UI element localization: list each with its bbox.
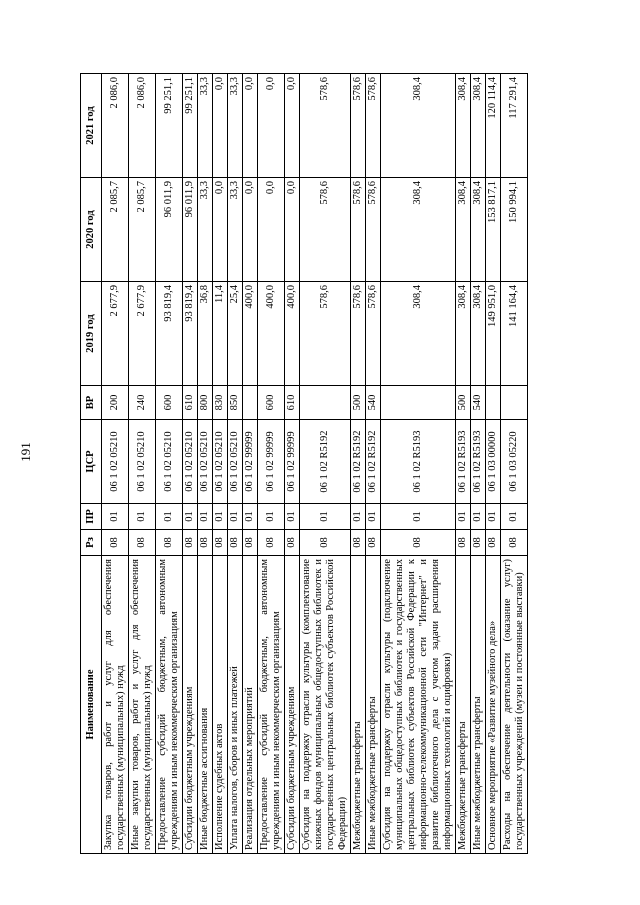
cell-csr: 06 1 03 05220 <box>501 420 528 504</box>
cell-2020: 2 085,7 <box>129 178 156 282</box>
table-row <box>366 74 381 854</box>
cell-rz: 08 <box>366 530 381 556</box>
table-row <box>501 74 528 854</box>
table-row <box>213 74 228 854</box>
cell-name: Основное мероприятие «Развитие музейного дела» <box>486 556 501 854</box>
cell-2020: 150 994,1 <box>501 178 528 282</box>
cell-2021: 308,4 <box>381 74 456 178</box>
header-vr: ВР <box>81 386 102 420</box>
cell-csr: 06 1 02 R5192 <box>351 420 366 504</box>
cell-2020: 153 817,1 <box>486 178 501 282</box>
cell-2021: 2 086,0 <box>129 74 156 178</box>
cell-csr: 06 1 02 05210 <box>198 420 213 504</box>
cell-vr <box>243 386 258 420</box>
cell-pr: 01 <box>258 504 285 530</box>
cell-rz: 08 <box>198 530 213 556</box>
cell-2020: 96 011,9 <box>156 178 183 282</box>
cell-rz: 08 <box>156 530 183 556</box>
cell-2019: 2 677,9 <box>102 282 129 386</box>
cell-name: Субсидия на поддержку отрасли культуры (подключение муниципальных общедоступных библиотек и государственных центральных библиотек субъектов Российской Федерации к информационно-телекоммуникационной сети "Интернет" и развитие библиотечного дела с учетом задачи расширения информационных технологий и оцифровки) <box>381 556 456 854</box>
cell-csr: 06 1 02 05210 <box>129 420 156 504</box>
cell-rz: 08 <box>285 530 300 556</box>
cell-pr: 01 <box>243 504 258 530</box>
cell-2020: 96 011,9 <box>183 178 198 282</box>
page-number: 191 <box>18 442 33 462</box>
cell-pr: 01 <box>381 504 456 530</box>
cell-pr: 01 <box>156 504 183 530</box>
cell-pr: 01 <box>102 504 129 530</box>
header-name: Наименование <box>81 556 102 854</box>
cell-name: Реализация отдельных мероприятий <box>243 556 258 854</box>
cell-2020: 578,6 <box>366 178 381 282</box>
cell-2021: 578,6 <box>351 74 366 178</box>
cell-2021: 0,0 <box>243 74 258 178</box>
cell-pr: 01 <box>351 504 366 530</box>
cell-rz: 08 <box>228 530 243 556</box>
table-row <box>228 74 243 854</box>
cell-2021: 33,3 <box>228 74 243 178</box>
cell-csr: 06 1 02 05210 <box>183 420 198 504</box>
cell-2021: 120 114,4 <box>486 74 501 178</box>
header-rz: Рз <box>81 530 102 556</box>
cell-csr: 06 1 02 05210 <box>156 420 183 504</box>
cell-pr: 01 <box>456 504 471 530</box>
cell-name: Межбюджетные трансферты <box>351 556 366 854</box>
table-row <box>351 74 366 854</box>
cell-2021: 308,4 <box>471 74 486 178</box>
cell-2019: 578,6 <box>366 282 381 386</box>
cell-2019: 400,0 <box>258 282 285 386</box>
cell-pr: 01 <box>501 504 528 530</box>
cell-csr: 06 1 02 R5193 <box>456 420 471 504</box>
cell-2019: 308,4 <box>471 282 486 386</box>
cell-vr: 600 <box>156 386 183 420</box>
cell-2021: 0,0 <box>285 74 300 178</box>
cell-2019: 141 164,4 <box>501 282 528 386</box>
table-row <box>456 74 471 854</box>
cell-csr: 06 1 02 R5192 <box>300 420 351 504</box>
cell-rz: 08 <box>300 530 351 556</box>
cell-vr: 600 <box>258 386 285 420</box>
cell-2020: 308,4 <box>471 178 486 282</box>
cell-name: Субсидия на поддержку отрасли культуры (комплектование книжных фондов муниципальных общедоступных библиотек и государственных центральных библиотек субъектов Российской Федерации) <box>300 556 351 854</box>
cell-2019: 149 951,0 <box>486 282 501 386</box>
cell-2021: 117 291,4 <box>501 74 528 178</box>
cell-vr: 540 <box>471 386 486 420</box>
cell-2020: 308,4 <box>381 178 456 282</box>
header-pr: ПР <box>81 504 102 530</box>
cell-csr: 06 1 02 05210 <box>228 420 243 504</box>
cell-2021: 0,0 <box>258 74 285 178</box>
cell-name: Межбюджетные трансферты <box>456 556 471 854</box>
cell-vr: 610 <box>285 386 300 420</box>
cell-csr: 06 1 02 05210 <box>102 420 129 504</box>
cell-vr <box>300 386 351 420</box>
cell-2019: 578,6 <box>300 282 351 386</box>
table-row <box>243 74 258 854</box>
cell-2019: 2 677,9 <box>129 282 156 386</box>
cell-2020: 2 085,7 <box>102 178 129 282</box>
cell-rz: 08 <box>471 530 486 556</box>
cell-vr: 240 <box>129 386 156 420</box>
cell-2020: 578,6 <box>351 178 366 282</box>
cell-rz: 08 <box>213 530 228 556</box>
cell-2020: 0,0 <box>285 178 300 282</box>
table-row <box>300 74 351 854</box>
cell-2021: 578,6 <box>300 74 351 178</box>
cell-vr <box>381 386 456 420</box>
cell-2020: 33,3 <box>228 178 243 282</box>
cell-rz: 08 <box>102 530 129 556</box>
cell-pr: 01 <box>366 504 381 530</box>
header-2020: 2020 год <box>81 178 102 282</box>
table-row <box>156 74 183 854</box>
cell-2020: 0,0 <box>213 178 228 282</box>
cell-2021: 578,6 <box>366 74 381 178</box>
cell-2021: 2 086,0 <box>102 74 129 178</box>
cell-2019: 36,8 <box>198 282 213 386</box>
cell-name: Уплата налогов, сборов и иных платежей <box>228 556 243 854</box>
cell-2021: 308,4 <box>456 74 471 178</box>
table-row <box>129 74 156 854</box>
cell-csr: 06 1 02 05210 <box>213 420 228 504</box>
table-row <box>183 74 198 854</box>
cell-2021: 99 251,1 <box>156 74 183 178</box>
header-2019: 2019 год <box>81 282 102 386</box>
cell-rz: 08 <box>243 530 258 556</box>
cell-name: Иные закупки товаров, работ и услуг для обеспечения государственных (муниципальных) нужд <box>129 556 156 854</box>
table-row <box>471 74 486 854</box>
cell-name: Предоставление субсидий бюджетным, автономным учреждениям и иным некоммерческим организациям <box>258 556 285 854</box>
cell-vr: 610 <box>183 386 198 420</box>
cell-pr: 01 <box>471 504 486 530</box>
cell-vr: 200 <box>102 386 129 420</box>
cell-name: Субсидии бюджетным учреждениям <box>285 556 300 854</box>
cell-name: Расходы на обеспечение деятельности (оказание услуг) государственных учреждений (музеи и постоянные выставки) <box>501 556 528 854</box>
cell-rz: 08 <box>486 530 501 556</box>
cell-name: Субсидии бюджетным учреждениям <box>183 556 198 854</box>
cell-vr: 800 <box>198 386 213 420</box>
cell-csr: 06 1 02 R5192 <box>366 420 381 504</box>
cell-2020: 0,0 <box>258 178 285 282</box>
cell-pr: 01 <box>129 504 156 530</box>
table-row <box>198 74 213 854</box>
cell-vr: 830 <box>213 386 228 420</box>
cell-name: Закупка товаров, работ и услуг для обеспечения государственных (муниципальных) нужд <box>102 556 129 854</box>
cell-2019: 400,0 <box>243 282 258 386</box>
table-header-row <box>81 74 102 854</box>
cell-2019: 93 819,4 <box>183 282 198 386</box>
cell-csr: 06 1 02 99999 <box>258 420 285 504</box>
cell-name: Предоставление субсидий бюджетным, автономным учреждениям и иным некоммерческим организациям <box>156 556 183 854</box>
cell-rz: 08 <box>351 530 366 556</box>
cell-rz: 08 <box>129 530 156 556</box>
cell-2021: 0,0 <box>213 74 228 178</box>
header-2021: 2021 год <box>81 74 102 178</box>
cell-2019: 308,4 <box>381 282 456 386</box>
cell-2021: 33,3 <box>198 74 213 178</box>
budget-table <box>80 73 528 854</box>
cell-vr: 540 <box>366 386 381 420</box>
cell-csr: 06 1 02 R5193 <box>471 420 486 504</box>
cell-2020: 0,0 <box>243 178 258 282</box>
cell-name: Иные межбюджетные трансферты <box>366 556 381 854</box>
cell-2020: 308,4 <box>456 178 471 282</box>
cell-vr: 500 <box>456 386 471 420</box>
cell-rz: 08 <box>183 530 198 556</box>
table-row <box>285 74 300 854</box>
cell-name: Исполнение судебных актов <box>213 556 228 854</box>
cell-pr: 01 <box>285 504 300 530</box>
cell-csr: 06 1 02 99999 <box>285 420 300 504</box>
cell-2020: 578,6 <box>300 178 351 282</box>
cell-pr: 01 <box>198 504 213 530</box>
cell-2019: 308,4 <box>456 282 471 386</box>
cell-csr: 06 1 02 99999 <box>243 420 258 504</box>
cell-name: Иные бюджетные ассигнования <box>198 556 213 854</box>
table-row <box>381 74 456 854</box>
cell-rz: 08 <box>381 530 456 556</box>
cell-pr: 01 <box>183 504 198 530</box>
cell-2020: 33,3 <box>198 178 213 282</box>
cell-rz: 08 <box>456 530 471 556</box>
cell-csr: 06 1 03 00000 <box>486 420 501 504</box>
cell-2019: 25,4 <box>228 282 243 386</box>
table-row <box>258 74 285 854</box>
cell-vr <box>501 386 528 420</box>
cell-vr: 500 <box>351 386 366 420</box>
cell-2021: 99 251,1 <box>183 74 198 178</box>
cell-2019: 400,0 <box>285 282 300 386</box>
cell-pr: 01 <box>300 504 351 530</box>
table-row <box>486 74 501 854</box>
cell-2019: 11,4 <box>213 282 228 386</box>
cell-2019: 578,6 <box>351 282 366 386</box>
cell-rz: 08 <box>258 530 285 556</box>
cell-vr <box>486 386 501 420</box>
cell-2019: 93 819,4 <box>156 282 183 386</box>
cell-pr: 01 <box>213 504 228 530</box>
table-row <box>102 74 129 854</box>
cell-csr: 06 1 02 R5193 <box>381 420 456 504</box>
cell-rz: 08 <box>501 530 528 556</box>
header-csr: ЦСР <box>81 420 102 504</box>
cell-pr: 01 <box>228 504 243 530</box>
cell-pr: 01 <box>486 504 501 530</box>
cell-name: Иные межбюджетные трансферты <box>471 556 486 854</box>
cell-vr: 850 <box>228 386 243 420</box>
budget-table-rotated <box>80 74 580 854</box>
